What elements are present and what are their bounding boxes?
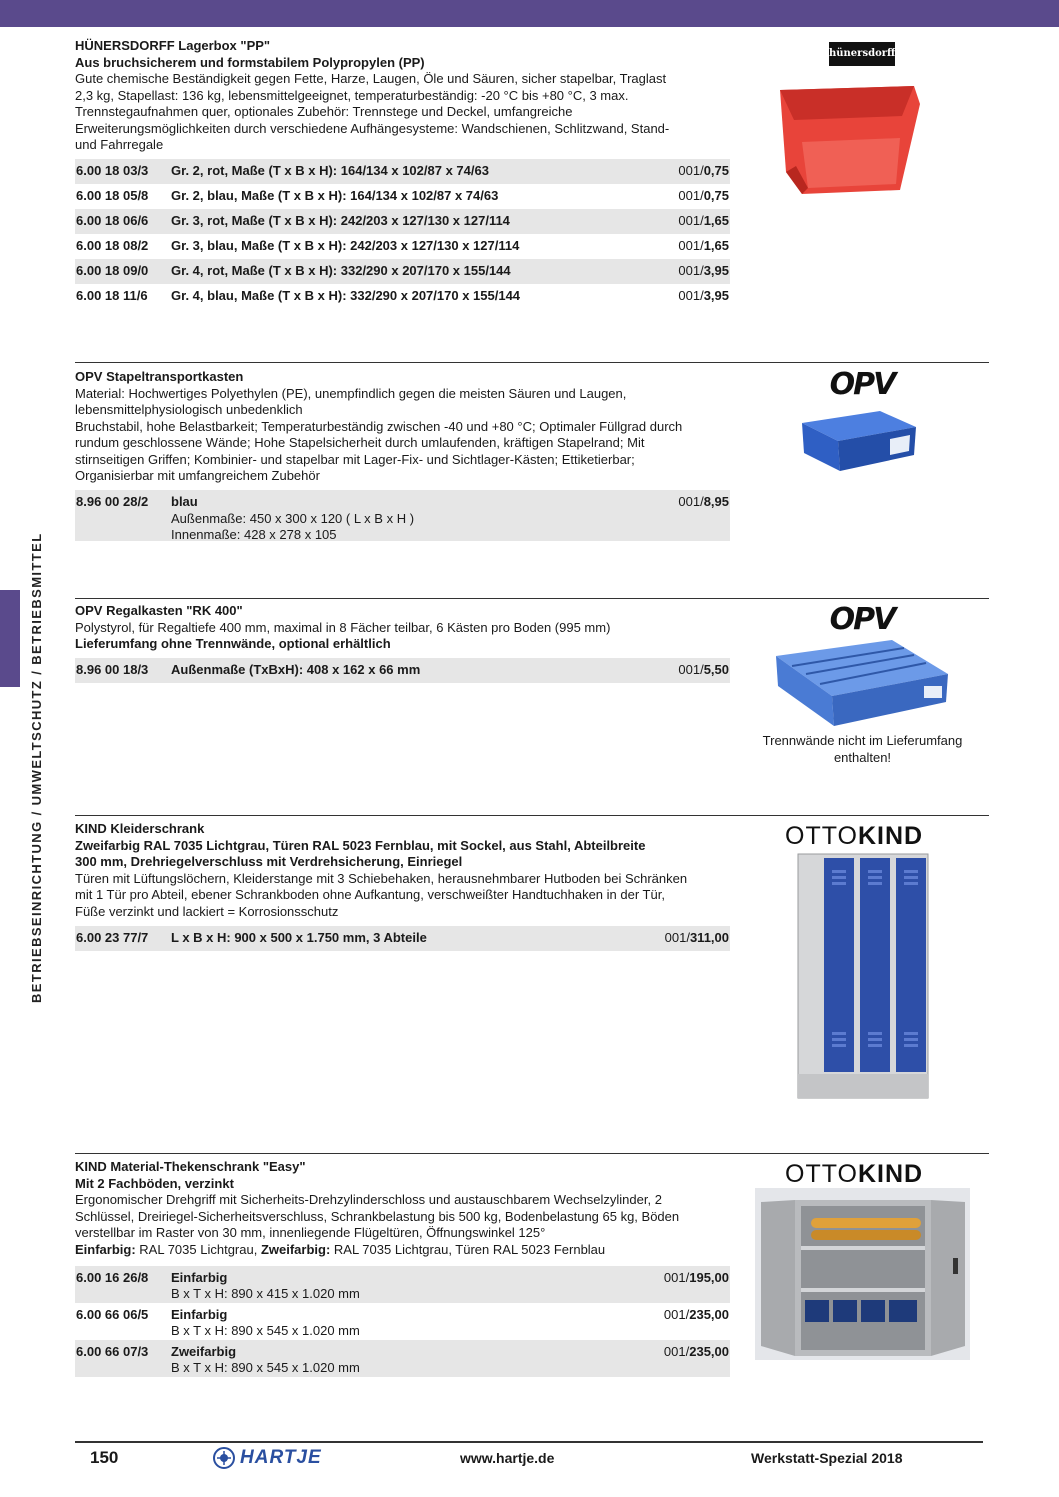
article-number: 6.00 18 09/0 (76, 263, 149, 278)
description-line: und Fahrregale (75, 137, 164, 152)
article-table (75, 490, 730, 541)
article-description: Gr. 2, blau, Maße (T x B x H): 164/134 x 102/87 x 74/63 (171, 188, 499, 203)
description-line: Erweiterungsmöglichkeiten durch verschiedene Aufhängesysteme: Wandschienen, Schlitzwand, Stand- (75, 120, 670, 136)
side-category-label: BETRIEBSEINRICHTUNG / UMWELTSCHUTZ / BETRIEBSMITTEL (29, 532, 44, 1003)
product-subtitle: Mit 2 Fachböden, verzinkt (75, 1175, 234, 1191)
product-subtitle: Zweifarbig RAL 7035 Lichtgrau, Türen RAL 5023 Fernblau, mit Sockel, aus Stahl, Abteilbreite (75, 837, 646, 853)
table-row (75, 1303, 730, 1340)
catalog-edition: Werkstatt-Spezial 2018 (751, 1450, 903, 1466)
description-line: Material: Hochwertiges Polyethylen (PE), unempfindlich gegen die meisten Säuren und Laugen, (75, 385, 627, 401)
article-detail: B x T x H: 890 x 545 x 1.020 mm (171, 1360, 360, 1375)
article-price: 001/0,75 (678, 188, 729, 203)
description-line: Einfarbig: RAL 7035 Lichtgrau, Zweifarbig: RAL 7035 Lichtgrau, Türen RAL 5023 Fernblau (75, 1241, 606, 1257)
article-price: 001/1,65 (678, 238, 729, 253)
article-description: Gr. 4, rot, Maße (T x B x H): 332/290 x 207/170 x 155/144 (171, 263, 511, 278)
article-number: 6.00 66 06/5 (76, 1307, 149, 1322)
table-row (75, 1266, 730, 1303)
product-opv-stapeltransportkasten (75, 369, 735, 485)
description-line: verstellbar im Raster von 30 mm, innenliegende Flügeltüren, Öffnungswinkel 125° (75, 1225, 546, 1240)
product-description (75, 386, 735, 485)
product-note: Lieferumfang ohne Trennwände, optional erhältlich (75, 636, 391, 651)
product-subtitle: Aus bruchsicherem und formstabilem Polypropylen (PP) (75, 54, 425, 70)
table-row (75, 259, 730, 284)
product-kind-kleiderschrank (75, 821, 735, 920)
product-subtitle: 300 mm, Drehriegelverschluss mit Verdrehsicherung, Einriegel (75, 854, 463, 869)
product-title: KIND Material-Thekenschrank "Easy" (75, 1159, 306, 1174)
product-description (75, 71, 735, 154)
product-title: HÜNERSDORFF Lagerbox "PP" (75, 38, 271, 53)
article-table (75, 926, 730, 951)
article-description: Gr. 2, rot, Maße (T x B x H): 164/134 x 102/87 x 74/63 (171, 163, 489, 178)
article-number: 8.96 00 28/2 (76, 494, 149, 509)
hartje-logo: HARTJE (212, 1446, 322, 1470)
table-row (75, 234, 730, 259)
otto-kind-logo: OTTOKIND (785, 822, 924, 850)
page-number: 150 (90, 1448, 119, 1467)
description-line: Gute chemische Beständigkeit gegen Fette, Harze, Laugen, Öle und Säuren, sicher stapelbar, Traglast (75, 71, 667, 86)
article-number: 6.00 18 06/6 (76, 213, 149, 228)
table-row (75, 209, 730, 234)
product-huenersdorff-lagerbox (75, 38, 735, 154)
description-line: lebensmittelphysiologisch unbedenklich (75, 402, 303, 417)
description-line: Polystyrol, für Regaltiefe 400 mm, maximal in 8 Fächer teilbar, 6 Kästen pro Boden (995 mm) (75, 619, 611, 635)
description-line: Bruchstabil, hohe Belastbarkeit; Temperaturbeständig zwischen -40 und +80 °C; Optimaler Füllgrad durch (75, 418, 683, 434)
article-number: 6.00 16 26/8 (76, 1270, 149, 1285)
article-number: 6.00 18 08/2 (76, 238, 149, 253)
description-line: Schlüssel, Dreiriegel-Sicherheitsverschluss, Schrankbelastung bis 500 kg, Bodenbelastung 65 kg, Böden (75, 1208, 680, 1224)
opv-logo: OPV (829, 602, 895, 637)
description-line: rundum geschlossene Wände; Hohe Stapelsicherheit durch umlaufenden, kräftigen Stapelrand; Mit (75, 435, 645, 450)
image-caption: Trennwände nicht im Lieferumfang enthalten! (762, 733, 963, 765)
product-description (75, 871, 735, 921)
table-row (75, 490, 730, 541)
description-line: 2,3 kg, Stapellast: 136 kg, lebensmittelgeeignet, temperaturbeständig: -20 °C bis +80 °C, 3 max. (75, 87, 629, 103)
article-price: 001/5,50 (678, 662, 729, 677)
section-divider (75, 362, 989, 363)
locker-image (796, 852, 930, 1100)
article-description: Gr. 3, rot, Maße (T x B x H): 242/203 x 127/130 x 127/114 (171, 213, 510, 228)
description-line: Füße verzinkt und lackiert = Korrosionsschutz (75, 903, 339, 919)
product-description (75, 1192, 735, 1258)
section-divider (75, 1153, 989, 1154)
description-line: mit 1 Tür pro Abteil, ebener Schrankboden ohne Aufkantung, verschweißter Handtuchhaken in der Tür, (75, 887, 665, 902)
article-description: Gr. 4, blau, Maße (T x B x H): 332/290 x 207/170 x 155/144 (171, 288, 521, 303)
article-number: 8.96 00 18/3 (76, 662, 149, 677)
huenersdorff-logo: hünersdorff (829, 42, 895, 66)
article-table (75, 1266, 730, 1377)
article-detail: Innenmaße: 428 x 278 x 105 (171, 527, 337, 542)
otto-kind-logo: OTTOKIND (785, 1160, 924, 1188)
table-row (75, 159, 730, 184)
article-detail: Außenmaße: 450 x 300 x 120 ( L x B x H ) (171, 511, 415, 526)
table-row (75, 184, 730, 209)
article-description: blau (171, 494, 198, 509)
description-line: Trennstegaufnahmen quer, optionales Zubehör: Trennstege und Deckel, umfangreiche (75, 104, 573, 119)
sidebar-tab-marker (0, 590, 20, 687)
article-price: 001/1,65 (678, 213, 729, 228)
article-price: 001/3,95 (678, 263, 729, 278)
article-table (75, 658, 730, 683)
article-price: 001/235,00 (663, 1344, 729, 1359)
article-number: 6.00 66 07/3 (76, 1344, 149, 1359)
top-color-bar (0, 0, 1059, 27)
article-price: 001/0,75 (678, 163, 729, 178)
article-description: Zweifarbig (171, 1344, 237, 1359)
section-divider (75, 598, 989, 599)
article-table (75, 159, 730, 309)
website-url[interactable]: www.hartje.de (460, 1450, 555, 1466)
article-number: 6.00 23 77/7 (76, 930, 149, 945)
blue-transport-box-image (798, 405, 918, 477)
table-row (75, 284, 730, 309)
description-line: stirnseitigen Griffen; Kombinier- und stapelbar mit Lager-Fix- und Sichtlager-Kästen; Ettiketierbar; (75, 451, 635, 467)
counter-cabinet-image (755, 1188, 970, 1360)
section-divider (75, 815, 989, 816)
article-price: 001/8,95 (678, 494, 729, 509)
footer-rule (75, 1441, 983, 1443)
article-description: Einfarbig (171, 1270, 228, 1285)
table-row (75, 1340, 730, 1377)
article-number: 6.00 18 03/3 (76, 163, 149, 178)
article-description: Außenmaße (TxBxH): 408 x 162 x 66 mm (171, 662, 421, 677)
article-description: L x B x H: 900 x 500 x 1.750 mm, 3 Abteile (171, 930, 427, 945)
product-title: OPV Stapeltransportkasten (75, 369, 244, 384)
article-price: 001/3,95 (678, 288, 729, 303)
red-storage-bin-image (772, 80, 922, 200)
article-description: Einfarbig (171, 1307, 228, 1322)
article-description: Gr. 3, blau, Maße (T x B x H): 242/203 x 127/130 x 127/114 (171, 238, 520, 253)
hartje-emblem-icon (212, 1447, 236, 1469)
description-line: Ergonomischer Drehgriff mit Sicherheits-Drehzylinderschloss und austauschbarem Wechselzylinder, 2 (75, 1192, 662, 1207)
article-number: 6.00 18 11/6 (76, 288, 148, 303)
product-title: KIND Kleiderschrank (75, 821, 205, 836)
product-opv-regalkasten (75, 603, 735, 653)
article-price: 001/311,00 (664, 930, 729, 945)
table-row (75, 658, 730, 683)
shelf-bin-image (772, 638, 952, 730)
table-row (75, 926, 730, 951)
product-title: OPV Regalkasten "RK 400" (75, 603, 243, 618)
description-line: Organisierbar mit umfangreichem Zubehör (75, 468, 320, 483)
article-price: 001/195,00 (663, 1270, 729, 1285)
description-line: Türen mit Lüftungslöchern, Kleiderstange mit 3 Schiebehaken, herausnehmbarer Hutboden bei Schränken (75, 870, 688, 886)
article-number: 6.00 18 05/8 (76, 188, 149, 203)
article-detail: B x T x H: 890 x 415 x 1.020 mm (171, 1286, 360, 1301)
article-detail: B x T x H: 890 x 545 x 1.020 mm (171, 1323, 360, 1338)
opv-logo: OPV (829, 367, 895, 402)
product-kind-thekenschrank (75, 1159, 735, 1258)
article-price: 001/235,00 (663, 1307, 729, 1322)
